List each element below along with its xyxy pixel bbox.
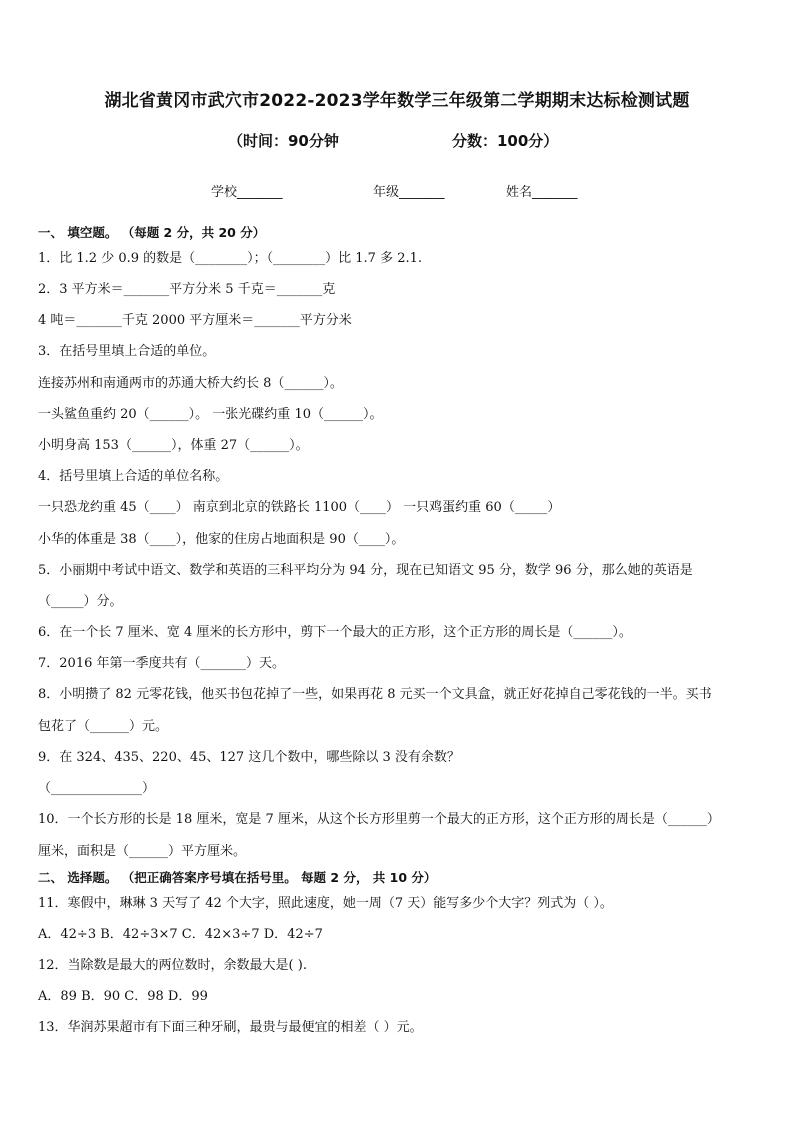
question-9: 9．在 324、435、220、45、127 这几个数中，哪些除以 3 没有余数？ xyxy=(38,750,460,765)
question-10-cont: 厘米，面积是（______）平方厘米。 xyxy=(38,844,247,859)
question-12-options: A．89 B．90 C．98 D．99 xyxy=(38,989,208,1004)
name-field[interactable]: 姓名_______ xyxy=(506,185,578,200)
question-3-item-1: 连接苏州和南通两市的苏通大桥大约长 8（______）。 xyxy=(38,376,343,391)
question-9-answer: （______________） xyxy=(38,781,156,796)
school-field[interactable]: 学校_______ xyxy=(211,185,283,200)
question-13: 13．华润苏果超市有下面三种牙刷，最贵与最便宜的相差（ ）元。 xyxy=(38,1020,423,1035)
question-12: 12．当除数是最大的两位数时，余数最大是( ). xyxy=(38,958,307,973)
question-10: 10．一个长方形的长是 18 厘米，宽是 7 厘米，从这个长方形里剪一个最大的正方形，这个正方形的周长是（______） xyxy=(38,812,720,827)
question-5: 5．小丽期中考试中语文、数学和英语的三科平均分为 94 分，现在已知语文 95 分，数学 96 分，那么她的英语是 xyxy=(38,563,693,578)
exam-score: 分数：100分） xyxy=(452,132,559,150)
question-3: 3．在括号里填上合适的单位。 xyxy=(38,344,216,359)
section-heading-choice: 二、 选择题。 （把正确答案序号填在括号里。 每题 2 分， 共 10 分） xyxy=(38,870,437,885)
page-title: 湖北省黄冈市武穴市2022-2023学年数学三年级第二学期期末达标检测试题 xyxy=(104,91,690,111)
question-8-cont: 包花了（______）元。 xyxy=(38,719,169,734)
question-2a: 2．3 平方米＝_______平方分米 5 千克＝_______克 xyxy=(38,282,336,297)
question-5-cont: （_____）分。 xyxy=(38,594,123,609)
question-2b: 4 吨＝_______千克 2000 平方厘米＝_______平方分米 xyxy=(38,313,352,328)
question-11-options: A．42÷3 B．42÷3×7 C．42×3÷7 D．42÷7 xyxy=(38,927,323,942)
section-heading-fill: 一、 填空题。 （每题 2 分，共 20 分） xyxy=(38,225,266,240)
question-3-item-3: 小明身高 153（______），体重 27（______）。 xyxy=(38,438,309,453)
question-11: 11．寒假中，琳琳 3 天写了 42 个大字，照此速度，她一周（7 天）能写多少个大字？列式为（ ）。 xyxy=(38,896,613,911)
exam-time: （时间：90分钟 xyxy=(228,132,339,150)
grade-field[interactable]: 年级_______ xyxy=(373,185,445,200)
question-6: 6．在一个长 7 厘米、宽 4 厘米的长方形中，剪下一个最大的正方形，这个正方形的周长是（______）。 xyxy=(38,625,632,640)
question-8: 8．小明攒了 82 元零花钱，他买书包花掉了一些，如果再花 8 元买一个文具盒，就正好花掉自己零花钱的一半。买书 xyxy=(38,687,712,702)
question-4: 4．括号里填上合适的单位名称。 xyxy=(38,469,229,484)
question-4-item-1: 一只恐龙约重 45（____） 南京到北京的铁路长 1100（____） 一只鸡蛋约重 60（_____） xyxy=(38,500,561,515)
question-3-item-2: 一头鲨鱼重约 20（______）。 一张光碟约重 10（______）。 xyxy=(38,407,383,422)
question-1: 1．比 1.2 少 0.9 的数是（________）；（________）比 1.7 多 2.1. xyxy=(38,251,423,266)
question-4-item-2: 小华的体重是 38（____），他家的住房占地面积是 90（____）。 xyxy=(38,532,405,547)
question-7: 7．2016 年第一季度共有（_______）天。 xyxy=(38,656,285,671)
